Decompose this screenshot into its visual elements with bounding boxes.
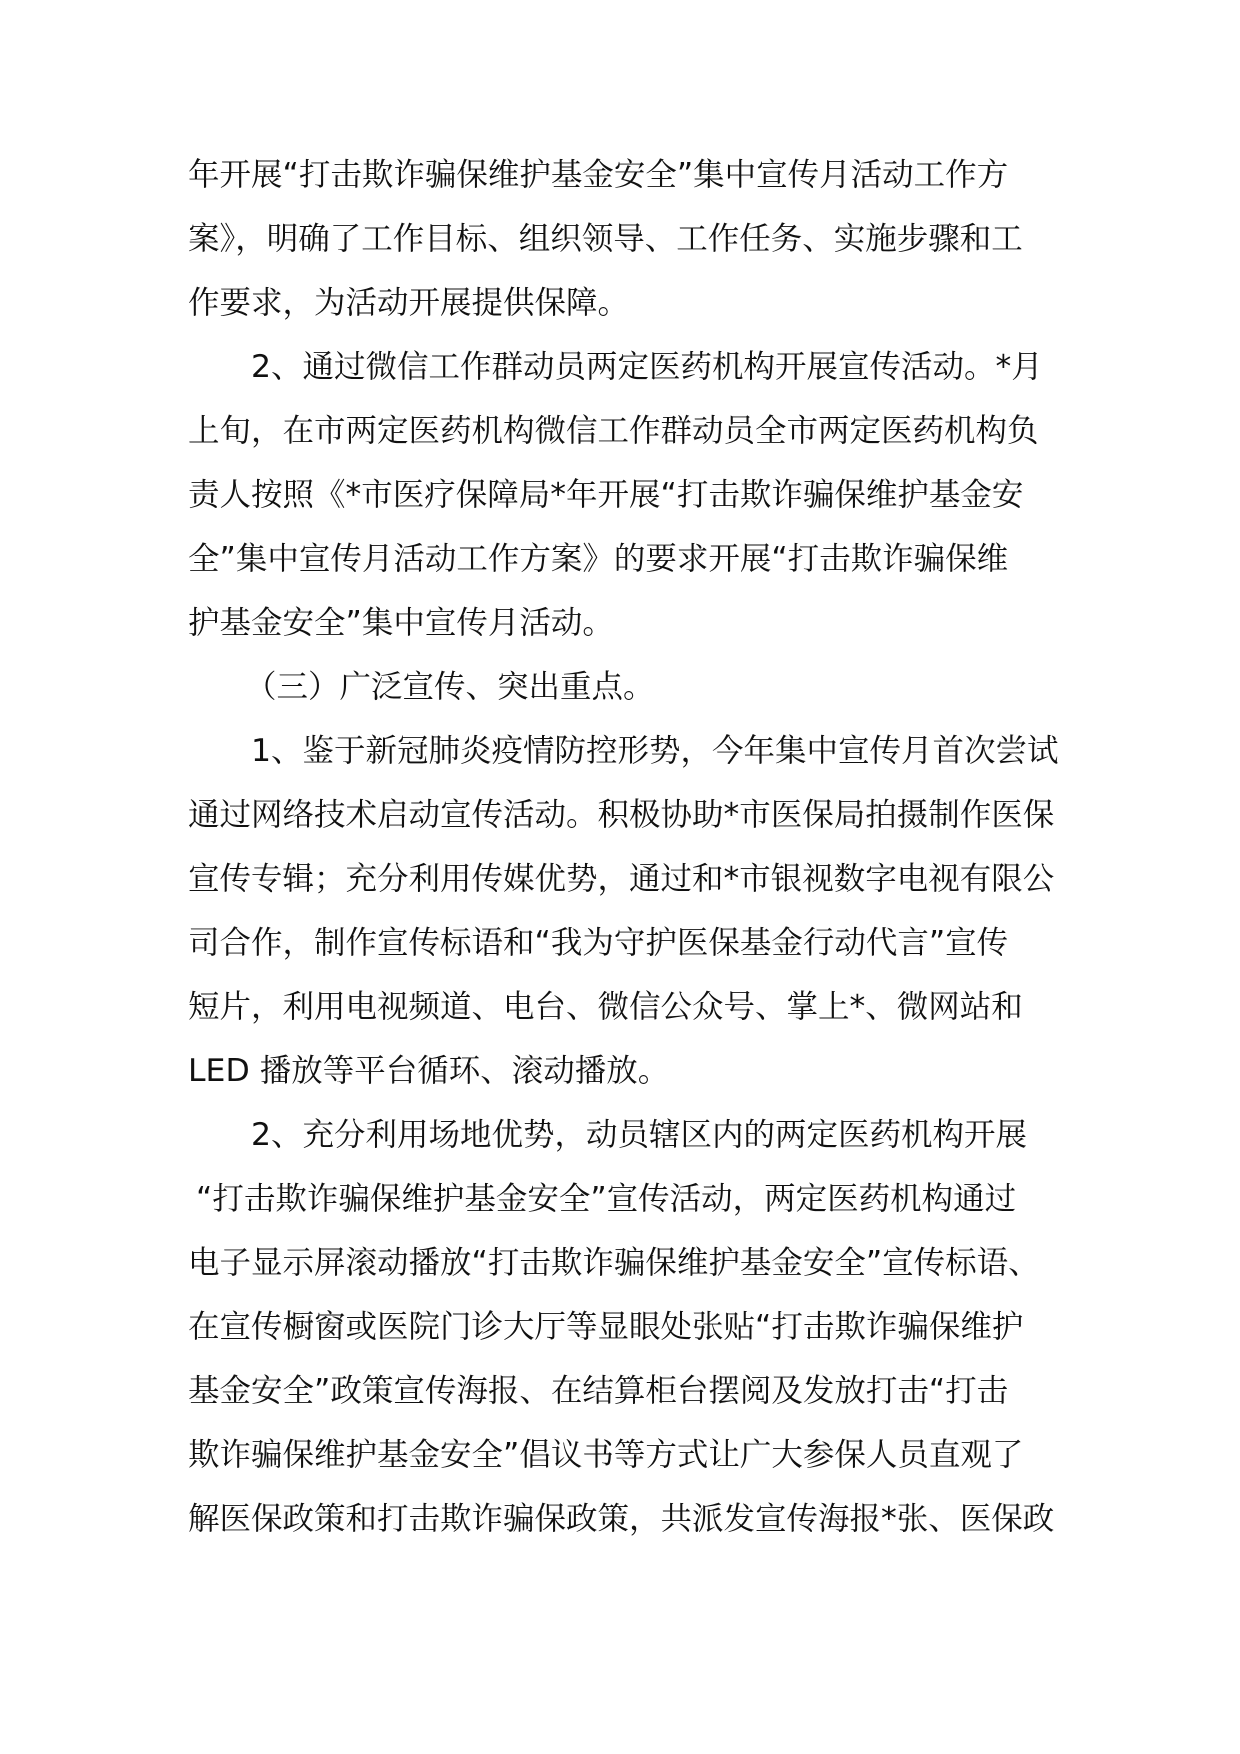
text-line: 全”集中宣传月活动工作方案》的要求开展“打击欺诈骗保维 — [188, 541, 1009, 577]
text-line: 责人按照《*市医疗保障局*年开展“打击欺诈骗保维护基金安 — [188, 477, 1024, 513]
text-line: 案》，明确了工作目标、组织领导、工作任务、实施步骤和工 — [188, 221, 1023, 257]
text-line: 2、充分利用场地优势，动员辖区内的两定医药机构开展 — [251, 1117, 1028, 1153]
text-line: 护基金安全”集中宣传月活动。 — [188, 605, 614, 641]
section-heading: （三）广泛宣传、突出重点。 — [245, 669, 655, 705]
text-line: 2、通过微信工作群动员两定医药机构开展宣传活动。*月 — [251, 349, 1043, 385]
text-line: 电子显示屏滚动播放“打击欺诈骗保维护基金安全”宣传标语、 — [188, 1245, 1040, 1281]
text-line: 作要求，为活动开展提供保障。 — [188, 285, 630, 321]
text-line: 短片，利用电视频道、电台、微信公众号、掌上*、微网站和 — [188, 989, 1023, 1025]
text-line: 通过网络技术启动宣传活动。积极协助*市医保局拍摄制作医保 — [188, 797, 1055, 833]
text-line: 基金安全”政策宣传海报、在结算柜台摆阅及发放打击“打击 — [188, 1373, 1009, 1409]
text-line: 1、鉴于新冠肺炎疫情防控形势，今年集中宣传月首次尝试 — [251, 733, 1059, 769]
text-line: “打击欺诈骗保维护基金安全”宣传活动，两定医药机构通过 — [196, 1181, 1017, 1217]
text-line: 宣传专辑；充分利用传媒优势，通过和*市银视数字电视有限公 — [188, 861, 1055, 897]
text-line: LED 播放等平台循环、滚动播放。 — [188, 1053, 670, 1089]
text-line: 欺诈骗保维护基金安全”倡议书等方式让广大参保人员直观了 — [188, 1437, 1024, 1473]
text-line: 年开展“打击欺诈骗保维护基金安全”集中宣传月活动工作方 — [188, 157, 1009, 193]
text-line: 解医保政策和打击欺诈骗保政策，共派发宣传海报*张、医保政 — [188, 1501, 1055, 1537]
text-line: 司合作，制作宣传标语和“我为守护医保基金行动代言”宣传 — [188, 925, 1009, 961]
text-line: 在宣传橱窗或医院门诊大厅等显眼处张贴“打击欺诈骗保维护 — [188, 1309, 1024, 1345]
text-line: 上旬，在市两定医药机构微信工作群动员全市两定医药机构负 — [188, 413, 1039, 449]
